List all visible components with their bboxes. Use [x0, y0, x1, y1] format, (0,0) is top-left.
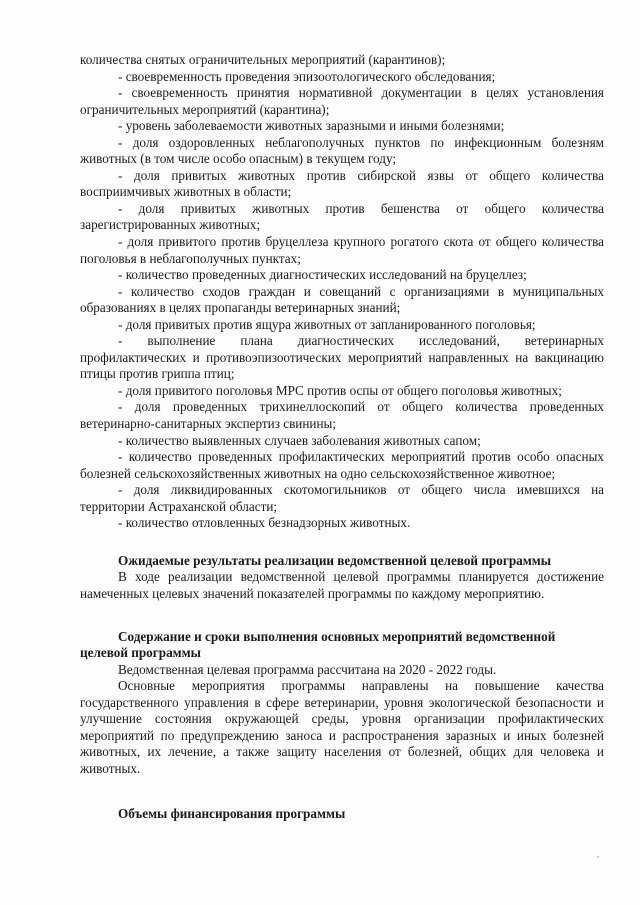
paragraph-15: - количество проведенных профилактических мероприятий против особо опасных болезней сельскохозяйственных животных на одно сельскохозяйственное животное; — [80, 449, 604, 481]
paragraph-9: - количество сходов граждан и совещаний с организациями в муниципальных образованиях в целях пропаганды ветеринарных знаний; — [80, 283, 604, 316]
paragraph-11: - выполнение плана диагностических исследований, ветеринарных профилактических и противоэпизоотических мероприятий направленных на вакцинацию птицы против гриппа птиц; — [80, 333, 604, 382]
paragraph-10: - доля привитых против ящура животных от запланированного поголовья; — [118, 316, 536, 332]
section-results-heading: Ожидаемые результаты реализации ведомственной целевой программы — [118, 552, 552, 568]
document-body — [80, 52, 604, 823]
paragraph-1: - своевременность проведения эпизоотологического обследования; — [118, 68, 496, 84]
paragraph-17: - количество отловленных безнадзорных животных. — [118, 515, 411, 531]
paragraph-16: - доля ликвидированных скотомогильников от общего числа имевшихся на территории Астраханской области; — [80, 482, 604, 514]
paragraph-2: - своевременность принятия нормативной документации в целях установления ограничительных мероприятий (карантина); — [80, 85, 604, 117]
paragraph-7: - доля привитого против бруцеллеза крупного рогатого скота от общего количества поголовья в неблагополучных пунктах; — [80, 234, 604, 266]
paragraph-14: - количество выявленных случаев заболевания животных сапом; — [118, 432, 481, 448]
paragraph-8: - количество проведенных диагностических исследований на бруцеллез; — [118, 267, 527, 283]
scan-speck — [597, 856, 599, 858]
section-results-body: В ходе реализации ведомственной целевой программы планируется достижение намеченных целевых значений показателей программы по каждому мероприятию. — [80, 569, 604, 601]
paragraph-0: количества снятых ограничительных мероприятий (карантинов); — [80, 52, 446, 67]
section-content-heading: Содержание и сроки выполнения основных мероприятий ведомственной целевой программы — [80, 628, 556, 661]
spacer — [80, 532, 604, 553]
paragraph-3: - уровень заболеваемости животных заразными и иными болезнями; — [118, 118, 505, 134]
paragraph-13: - доля проведенных трихинеллоскопий от общего количества проведенных ветеринарно-санитарных экспертиз свинины; — [80, 399, 604, 432]
paragraph-6: - доля привитых животных против бешенства от общего количества зарегистрированных животных; — [80, 200, 604, 233]
paragraph-12: - доля привитого поголовья МРС против оспы от общего поголовья животных; — [118, 382, 562, 398]
paragraph-5: - доля привитых животных против сибирской язвы от общего количества восприимчивых животных в области; — [80, 167, 604, 200]
section-content-body-1: Ведомственная целевая программа рассчитана на 2020 - 2022 годы. — [118, 661, 497, 677]
paragraph-4: - доля оздоровленных неблагополучных пунктов по инфекционным болезням животных (в том числе особо опасным) в текущем году; — [80, 134, 604, 167]
section-funding-heading: Объемы финансирования программы — [118, 806, 346, 822]
spacer — [80, 603, 604, 629]
section-content-body-2: Основные мероприятия программы направлены на повышение качества государственного управления в сфере ветеринарии, уровня экологической безопасности и улучшение состояния окружающей среды, уровня организации профилактических мероприятий по предупреждению заноса и распространения заразных и иных болезней животных, их лечение, а также защиту населения от болезней, общих для человека и животных. — [80, 678, 604, 776]
spacer — [80, 777, 604, 806]
